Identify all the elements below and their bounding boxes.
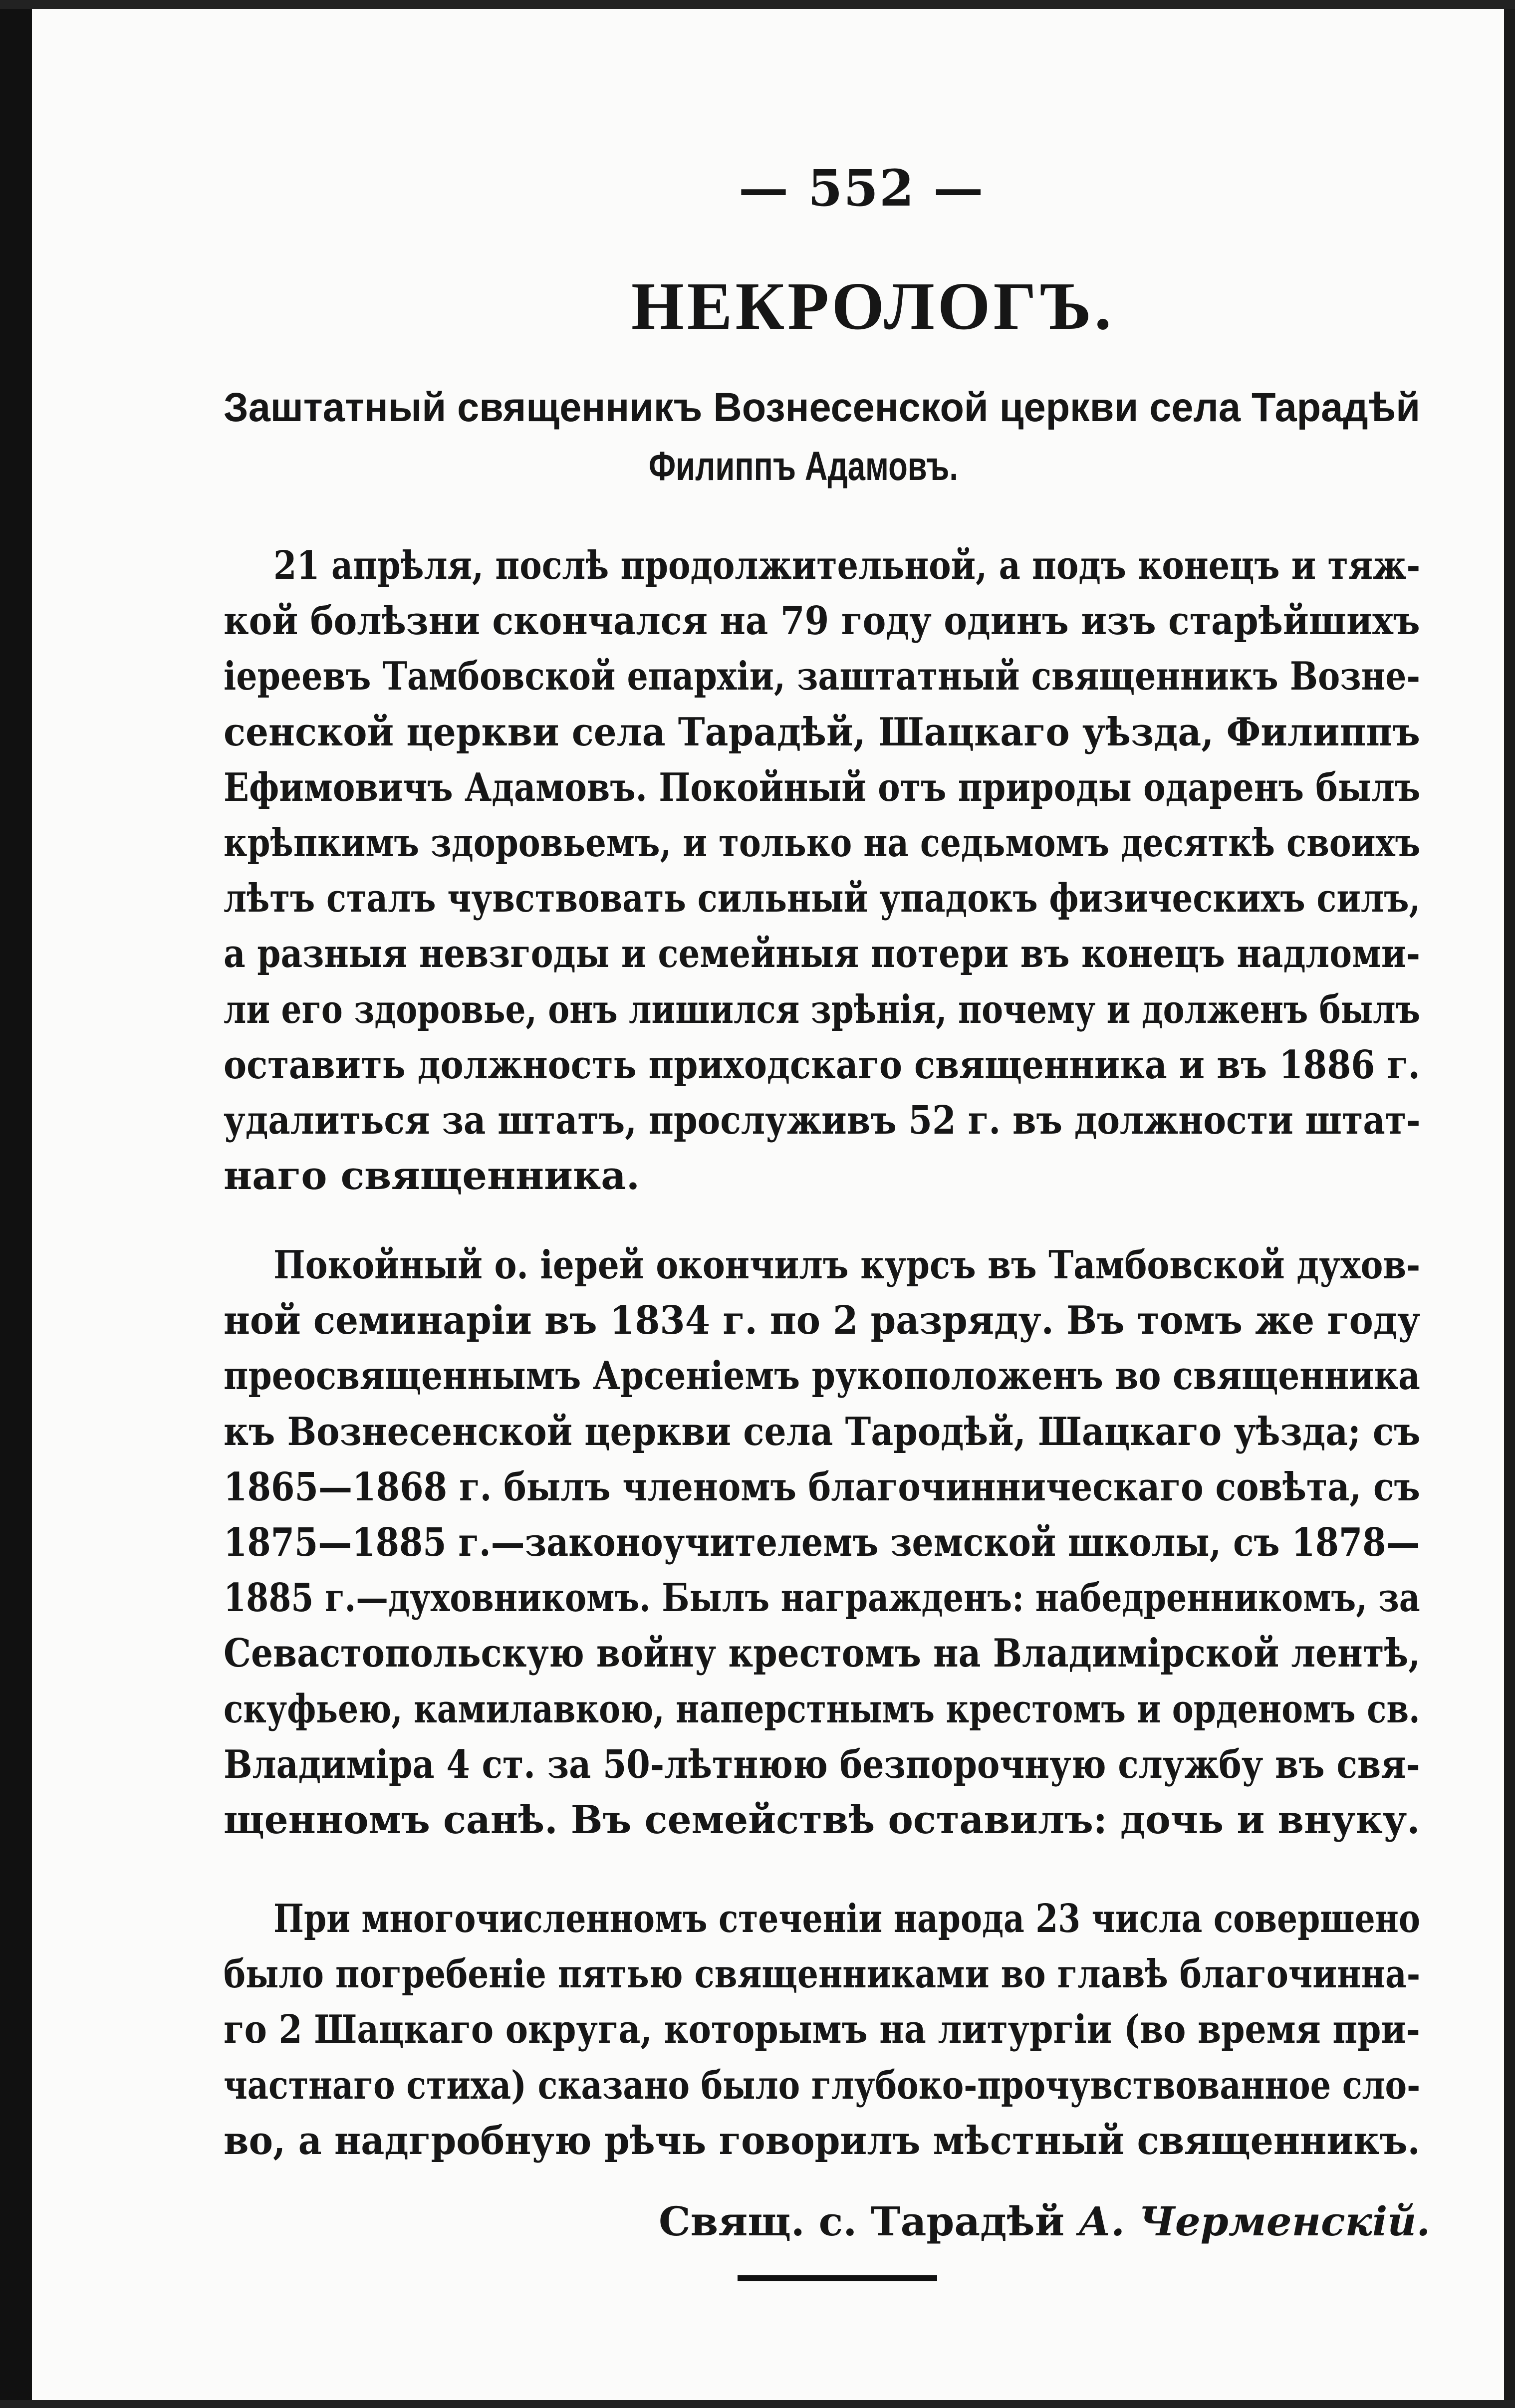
paragraph-1-line: 21 апрѣля, послѣ продолжительной, а подъ конецъ и тяж-: [273, 543, 1421, 588]
paragraph-2-line: Владимiра 4 ст. за 50-лѣтнюю безпорочную службу въ свя-: [224, 1741, 1420, 1787]
paragraph-1-line: оставить должность приходскаго священника и въ 1886 г.: [224, 1042, 1420, 1088]
paragraph-1-line: лѣтъ сталъ чувствовать сильный упадокъ физическихъ силъ,: [224, 876, 1421, 922]
closing-rule: [738, 2275, 937, 2281]
page-title: НЕКРОЛОГЪ.: [631, 269, 1115, 344]
paragraph-2-line: ной семинарiи въ 1834 г. по 2 разряду. Въ томъ же году: [224, 1298, 1421, 1344]
paragraph-1-line: наго священника.: [224, 1153, 640, 1199]
paragraph-1-line: iереевъ Тамбовской епархiи, заштатный священникъ Возне-: [224, 654, 1421, 700]
signature-prefix: Свящ. с. Тарадѣй: [659, 2198, 1065, 2245]
paragraph-1-line: удалиться за штатъ, прослуживъ 52 г. въ должности штат-: [224, 1098, 1421, 1143]
paragraph-1-line: крѣпкимъ здоровьемъ, и только на седьмомъ десяткѣ своихъ: [224, 820, 1421, 866]
subtitle-line-1: Заштатный священникъ Вознесенской церкви села Тарадѣй: [224, 385, 1421, 430]
paragraph-2-line: 1875—1885 г.—законоучителемъ земской школы, съ 1878—: [224, 1520, 1420, 1565]
paragraph-3-line: го 2 Шацкаго округа, которымъ на литургiи (во время при-: [224, 2007, 1420, 2053]
paragraph-1-line: а разныя невзгоды и семейныя потери въ конецъ надломи-: [224, 931, 1420, 977]
scan-edge-bottom: [0, 2400, 1515, 2408]
paragraph-1-line: ли его здоровье, онъ лишился зрѣнiя, почему и долженъ былъ: [224, 986, 1421, 1032]
paragraph-3-line: было погребенiе пятью священниками во главѣ благочинна-: [224, 1951, 1421, 1997]
paragraph-2-line: преосвященнымъ Арсенiемъ рукоположенъ во священника: [224, 1353, 1420, 1399]
paragraph-3-line: При многочисленномъ стеченiи народа 23 числа совершено: [273, 1896, 1420, 1941]
subtitle-line-2: Филиппъ Адамовъ.: [649, 444, 959, 489]
page-number: — 552 —: [739, 159, 985, 218]
paragraph-1-line: сенской церкви села Тарадѣй, Шацкаго уѣзда, Филиппъ: [224, 709, 1420, 755]
paragraph-1-line: Ефимовичъ Адамовъ. Покойный отъ природы одаренъ былъ: [224, 764, 1421, 810]
paragraph-2-line: Севастопольскую войну крестомъ на Владимiрской лентѣ,: [224, 1631, 1421, 1677]
signature: [659, 2198, 1430, 2245]
paragraph-2-line: 1865—1868 г. былъ членомъ благочинническаго совѣта, съ: [224, 1464, 1420, 1510]
paragraph-3-line: во, а надгробную рѣчь говорилъ мѣстный священникъ.: [224, 2118, 1420, 2164]
paragraph-2-line: къ Вознесенской церкви села Тародѣй, Шацкаго уѣзда; съ: [224, 1409, 1421, 1454]
paragraph-2-line: щенномъ санѣ. Въ семействѣ оставилъ: дочь и внуку.: [224, 1797, 1420, 1843]
scan-edge-left: [0, 0, 32, 2408]
signature-name: А. Черменскiй.: [1078, 2198, 1431, 2245]
scan-edge-right: [1504, 0, 1515, 2408]
paragraph-2-line: 1885 г.—духовникомъ. Былъ награжденъ: набедренникомъ, за: [224, 1575, 1420, 1621]
paragraph-3-line: частнаго стиха) сказано было глубоко-прочувствованное сло-: [224, 2062, 1421, 2108]
paragraph-2-line: скуфьею, камилавкою, наперстнымъ крестомъ и орденомъ св.: [224, 1686, 1420, 1732]
scan-edge-top: [0, 0, 1515, 9]
paragraph-1-line: кой болѣзни скончался на 79 году одинъ изъ старѣйшихъ: [224, 598, 1420, 644]
paragraph-2-line: Покойный о. iерей окончилъ курсъ въ Тамбовской духов-: [273, 1242, 1421, 1288]
